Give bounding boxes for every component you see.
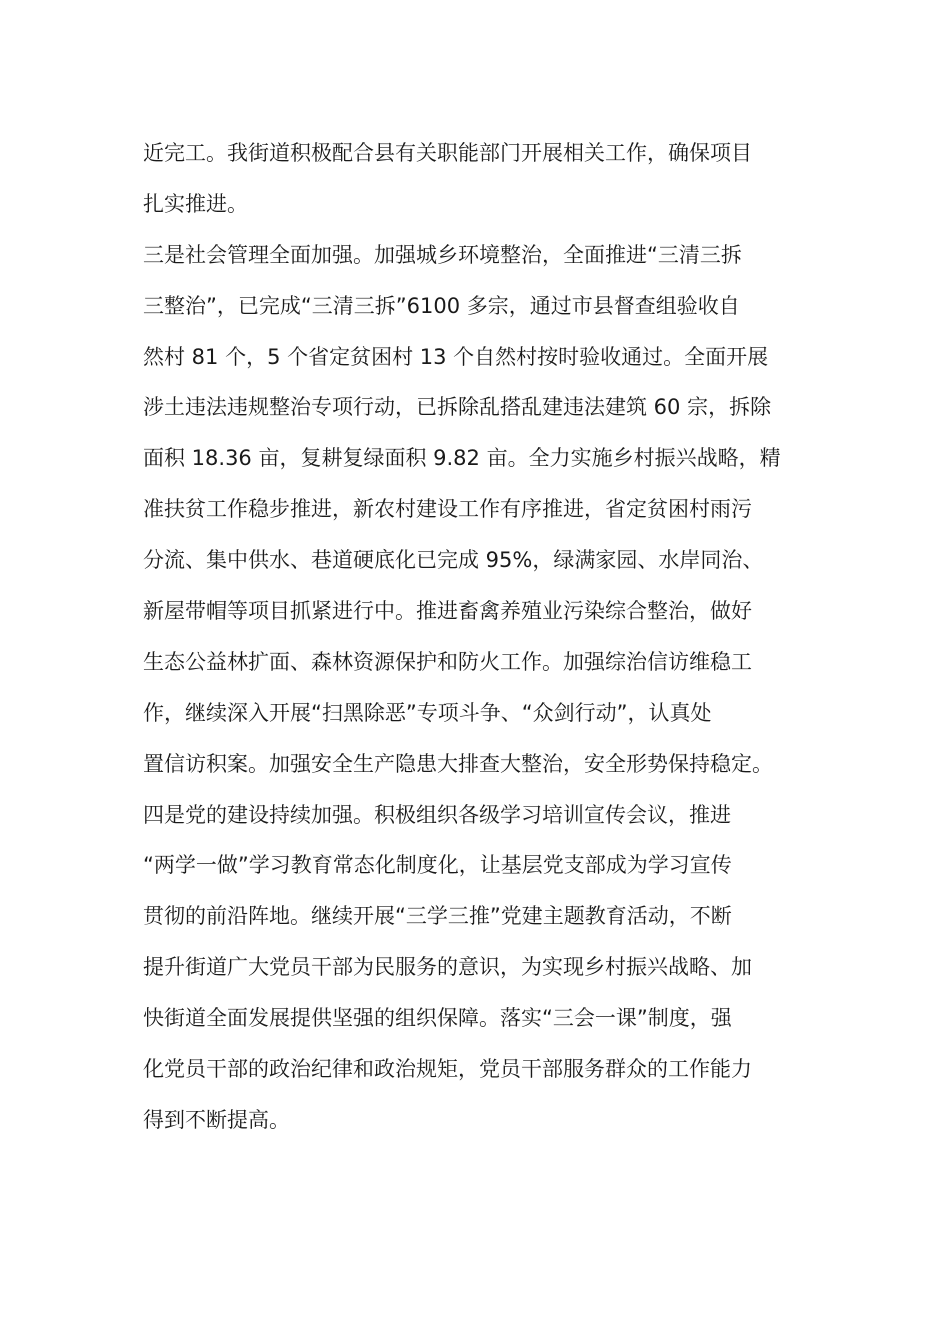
text-line: 提升街道广大党员干部为民服务的意识，为实现乡村振兴战略、加 xyxy=(143,955,752,980)
paragraph-project-completion xyxy=(143,128,811,230)
text-line: 扎实推进。 xyxy=(143,191,248,216)
document-body xyxy=(143,128,811,1146)
paragraph-party-building xyxy=(143,790,811,1146)
text-line: 得到不断提高。 xyxy=(143,1107,290,1132)
text-line: 准扶贫工作稳步推进，新农村建设工作有序推进，省定贫困村雨污 xyxy=(143,497,752,522)
text-line: 近完工。我街道积极配合县有关职能部门开展相关工作，确保项目 xyxy=(143,141,752,165)
text-line: 快街道全面发展提供坚强的组织保障。落实“三会一课”制度，强 xyxy=(143,1006,732,1031)
text-line: 然村 81 个，5 个省定贫困村 13 个自然村按时验收通过。全面开展 xyxy=(143,344,769,369)
text-line: 三是社会管理全面加强。加强城乡环境整治，全面推进“三清三拆 xyxy=(143,242,742,267)
text-line: 生态公益林扩面、森林资源保护和防火工作。加强综治信访维稳工 xyxy=(143,649,752,674)
text-line: 化党员干部的政治纪律和政治规矩，党员干部服务群众的工作能力 xyxy=(143,1057,752,1082)
text-line: 涉土违法违规整治专项行动，已拆除乱搭乱建违法建筑 60 宗，拆除 xyxy=(143,395,772,420)
text-line: 三整治”，已完成“三清三拆”6100 多宗，通过市县督查组验收自 xyxy=(143,293,740,318)
text-line: 分流、集中供水、巷道硬底化已完成 95%，绿满家园、水岸同治、 xyxy=(143,548,764,573)
text-line: 面积 18.36 亩，复耕复绿面积 9.82 亩。全力实施乡村振兴战略，精 xyxy=(143,446,781,471)
text-line: 贯彻的前沿阵地。继续开展“三学三推”党建主题教育活动，不断 xyxy=(143,904,732,929)
paragraph-social-management xyxy=(143,230,811,790)
text-line: 四是党的建设持续加强。积极组织各级学习培训宣传会议，推进 xyxy=(143,802,731,827)
text-line: “两学一做”学习教育常态化制度化，让基层党支部成为学习宣传 xyxy=(143,853,732,878)
text-line: 新屋带帽等项目抓紧进行中。推进畜禽养殖业污染综合整治，做好 xyxy=(143,599,752,624)
text-line: 作，继续深入开展“扫黑除恶”专项斗争、“众剑行动”，认真处 xyxy=(143,700,712,725)
text-line: 置信访积案。加强安全生产隐患大排查大整治，安全形势保持稳定。 xyxy=(143,751,773,776)
